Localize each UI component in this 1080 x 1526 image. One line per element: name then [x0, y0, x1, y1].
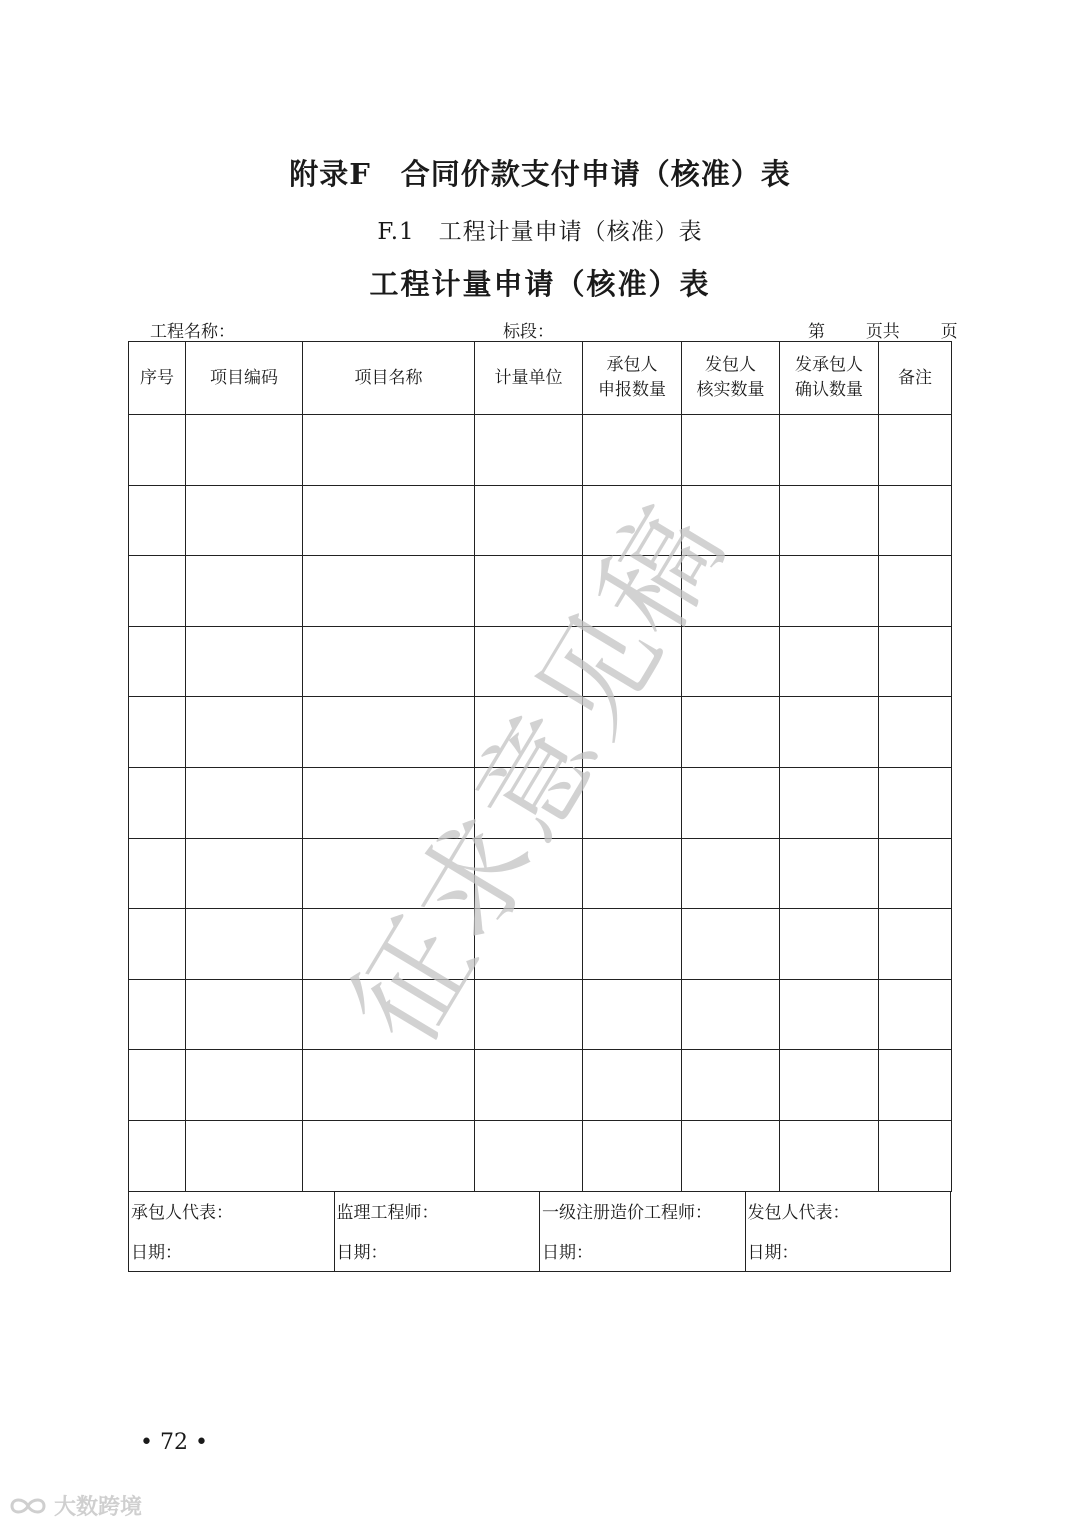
- column-header-line: 发包人: [705, 355, 756, 376]
- table-cell: [303, 1050, 475, 1121]
- table-cell: [682, 838, 780, 909]
- table-cell: [879, 697, 952, 768]
- table-cell: [475, 485, 583, 556]
- page-prefix: 第: [808, 322, 825, 342]
- table-row: [129, 767, 952, 838]
- column-header-line: 序号: [140, 367, 174, 388]
- appendix-title: 附录F 合同价款支付申请（核准）表: [289, 157, 791, 191]
- table-cell: [303, 838, 475, 909]
- column-header: [780, 342, 879, 415]
- table-cell: [303, 979, 475, 1050]
- column-header-line: 核实数量: [696, 380, 765, 400]
- table-cell: [780, 626, 879, 697]
- table-cell: [129, 909, 186, 980]
- table-cell: [475, 1120, 583, 1191]
- column-header: [186, 342, 303, 415]
- table-cell: [303, 415, 475, 486]
- signature-date: 日期：: [542, 1243, 593, 1263]
- table-cell: [682, 1050, 780, 1121]
- table-cell: [475, 767, 583, 838]
- table-cell: [303, 767, 475, 838]
- table-row: [129, 979, 952, 1050]
- column-header: [475, 342, 583, 415]
- table-cell: [186, 909, 303, 980]
- table-cell: [682, 767, 780, 838]
- page-number: • 72 •: [140, 1430, 208, 1455]
- table-row: [129, 485, 952, 556]
- table-cell: [682, 556, 780, 627]
- table-cell: [129, 1050, 186, 1121]
- column-header: [303, 342, 475, 415]
- table-cell: [583, 1120, 682, 1191]
- table-cell: [682, 485, 780, 556]
- measurement-table: [128, 341, 952, 1192]
- table-cell: [475, 838, 583, 909]
- signature-cell: [540, 1192, 746, 1272]
- signature-cell: [745, 1192, 951, 1272]
- table-row: [129, 697, 952, 768]
- table-cell: [682, 626, 780, 697]
- signature-role: 一级注册造价工程师：: [542, 1203, 712, 1223]
- table-cell: [475, 626, 583, 697]
- table-cell: [879, 909, 952, 980]
- column-header-line: 项目编码: [210, 367, 278, 388]
- table-row: [129, 1050, 952, 1121]
- table-cell: [129, 697, 186, 768]
- table-cell: [129, 626, 186, 697]
- signature-date: 日期：: [747, 1243, 799, 1263]
- table-cell: [475, 697, 583, 768]
- signature-role: 监理工程师：: [336, 1203, 439, 1223]
- brand-logo: [8, 1490, 142, 1521]
- table-cell: [475, 909, 583, 980]
- column-header-line: 确认数量: [795, 380, 863, 400]
- table-cell: [780, 767, 879, 838]
- form-title: 工程计量申请（核准）表: [369, 267, 711, 301]
- table-cell: [475, 979, 583, 1050]
- column-header-line: 备注: [898, 367, 932, 388]
- table-cell: [129, 415, 186, 486]
- table-row: [129, 556, 952, 627]
- table-cell: [583, 485, 682, 556]
- table-cell: [879, 1050, 952, 1121]
- column-header-line: 申报数量: [598, 380, 666, 400]
- table-cell: [682, 1120, 780, 1191]
- table-cell: [780, 1050, 879, 1121]
- signature-row: [129, 1192, 951, 1272]
- table-row: [129, 838, 952, 909]
- signature-date: 日期：: [131, 1243, 182, 1263]
- table-cell: [186, 1050, 303, 1121]
- table-row: [129, 626, 952, 697]
- table-cell: [583, 626, 682, 697]
- signature-table: [128, 1192, 951, 1272]
- table-cell: [186, 556, 303, 627]
- table-cell: [186, 485, 303, 556]
- signature-date: 日期：: [336, 1243, 388, 1263]
- table-cell: [780, 485, 879, 556]
- table-row: [129, 1120, 952, 1191]
- table-cell: [303, 626, 475, 697]
- table-cell: [186, 767, 303, 838]
- table-cell: [583, 979, 682, 1050]
- table-cell: [780, 1120, 879, 1191]
- table-cell: [129, 485, 186, 556]
- project-name-label: 工程名称：: [150, 322, 235, 342]
- column-header: [129, 342, 186, 415]
- table-cell: [879, 556, 952, 627]
- column-header: [583, 342, 682, 415]
- table-cell: [583, 697, 682, 768]
- table-cell: [780, 909, 879, 980]
- table-cell: [129, 1120, 186, 1191]
- table-cell: [303, 697, 475, 768]
- table-cell: [879, 1120, 952, 1191]
- table-cell: [879, 979, 952, 1050]
- table-cell: [879, 415, 952, 486]
- signature-cell: [334, 1192, 540, 1272]
- signature-role: 发包人代表：: [747, 1203, 850, 1223]
- table-cell: [129, 838, 186, 909]
- draft-watermark: 征求意见稿: [326, 483, 751, 1068]
- table-cell: [186, 1120, 303, 1191]
- table-cell: [303, 485, 475, 556]
- table-cell: [780, 697, 879, 768]
- table-cell: [583, 838, 682, 909]
- column-header: [879, 342, 952, 415]
- table-cell: [879, 838, 952, 909]
- table-cell: [303, 909, 475, 980]
- table-cell: [682, 979, 780, 1050]
- table-cell: [780, 415, 879, 486]
- column-header: [682, 342, 780, 415]
- table-cell: [682, 415, 780, 486]
- column-header-line: 项目名称: [354, 367, 423, 388]
- table-cell: [583, 909, 682, 980]
- table-cell: [583, 1050, 682, 1121]
- table-cell: [303, 1120, 475, 1191]
- table-cell: [475, 556, 583, 627]
- table-cell: [303, 556, 475, 627]
- table-cell: [129, 767, 186, 838]
- table-body: [129, 415, 952, 1192]
- table-cell: [475, 1050, 583, 1121]
- column-header-line: 承包人: [606, 355, 658, 376]
- table-cell: [129, 979, 186, 1050]
- table-cell: [186, 626, 303, 697]
- page-suffix: 页: [940, 322, 958, 342]
- table-header-row: [129, 342, 952, 415]
- table-cell: [186, 979, 303, 1050]
- table-cell: [583, 767, 682, 838]
- table-cell: [186, 838, 303, 909]
- page-mid: 页共: [865, 322, 900, 342]
- table-row: [129, 909, 952, 980]
- table-cell: [879, 485, 952, 556]
- table-cell: [583, 415, 682, 486]
- table-cell: [780, 556, 879, 627]
- table-cell: [186, 697, 303, 768]
- table-cell: [780, 979, 879, 1050]
- table-cell: [475, 415, 583, 486]
- table-cell: [682, 697, 780, 768]
- table-cell: [879, 767, 952, 838]
- table-cell: [583, 556, 682, 627]
- table-row: [129, 415, 952, 486]
- table-cell: [879, 626, 952, 697]
- column-header-line: 计量单位: [494, 367, 563, 388]
- section-label: 标段：: [503, 322, 554, 342]
- signature-role: 承包人代表：: [131, 1203, 233, 1223]
- signature-cell: [129, 1192, 335, 1272]
- section-title: F.1 工程计量申请（核准）表: [377, 219, 703, 245]
- table-cell: [186, 415, 303, 486]
- infinity-logo-icon: [8, 1494, 48, 1518]
- page-indicator: [808, 317, 958, 342]
- column-header-line: 发承包人: [795, 355, 863, 376]
- table-cell: [682, 909, 780, 980]
- table-cell: [129, 556, 186, 627]
- logo-text: 大数跨境: [54, 1495, 143, 1520]
- table-cell: [780, 838, 879, 909]
